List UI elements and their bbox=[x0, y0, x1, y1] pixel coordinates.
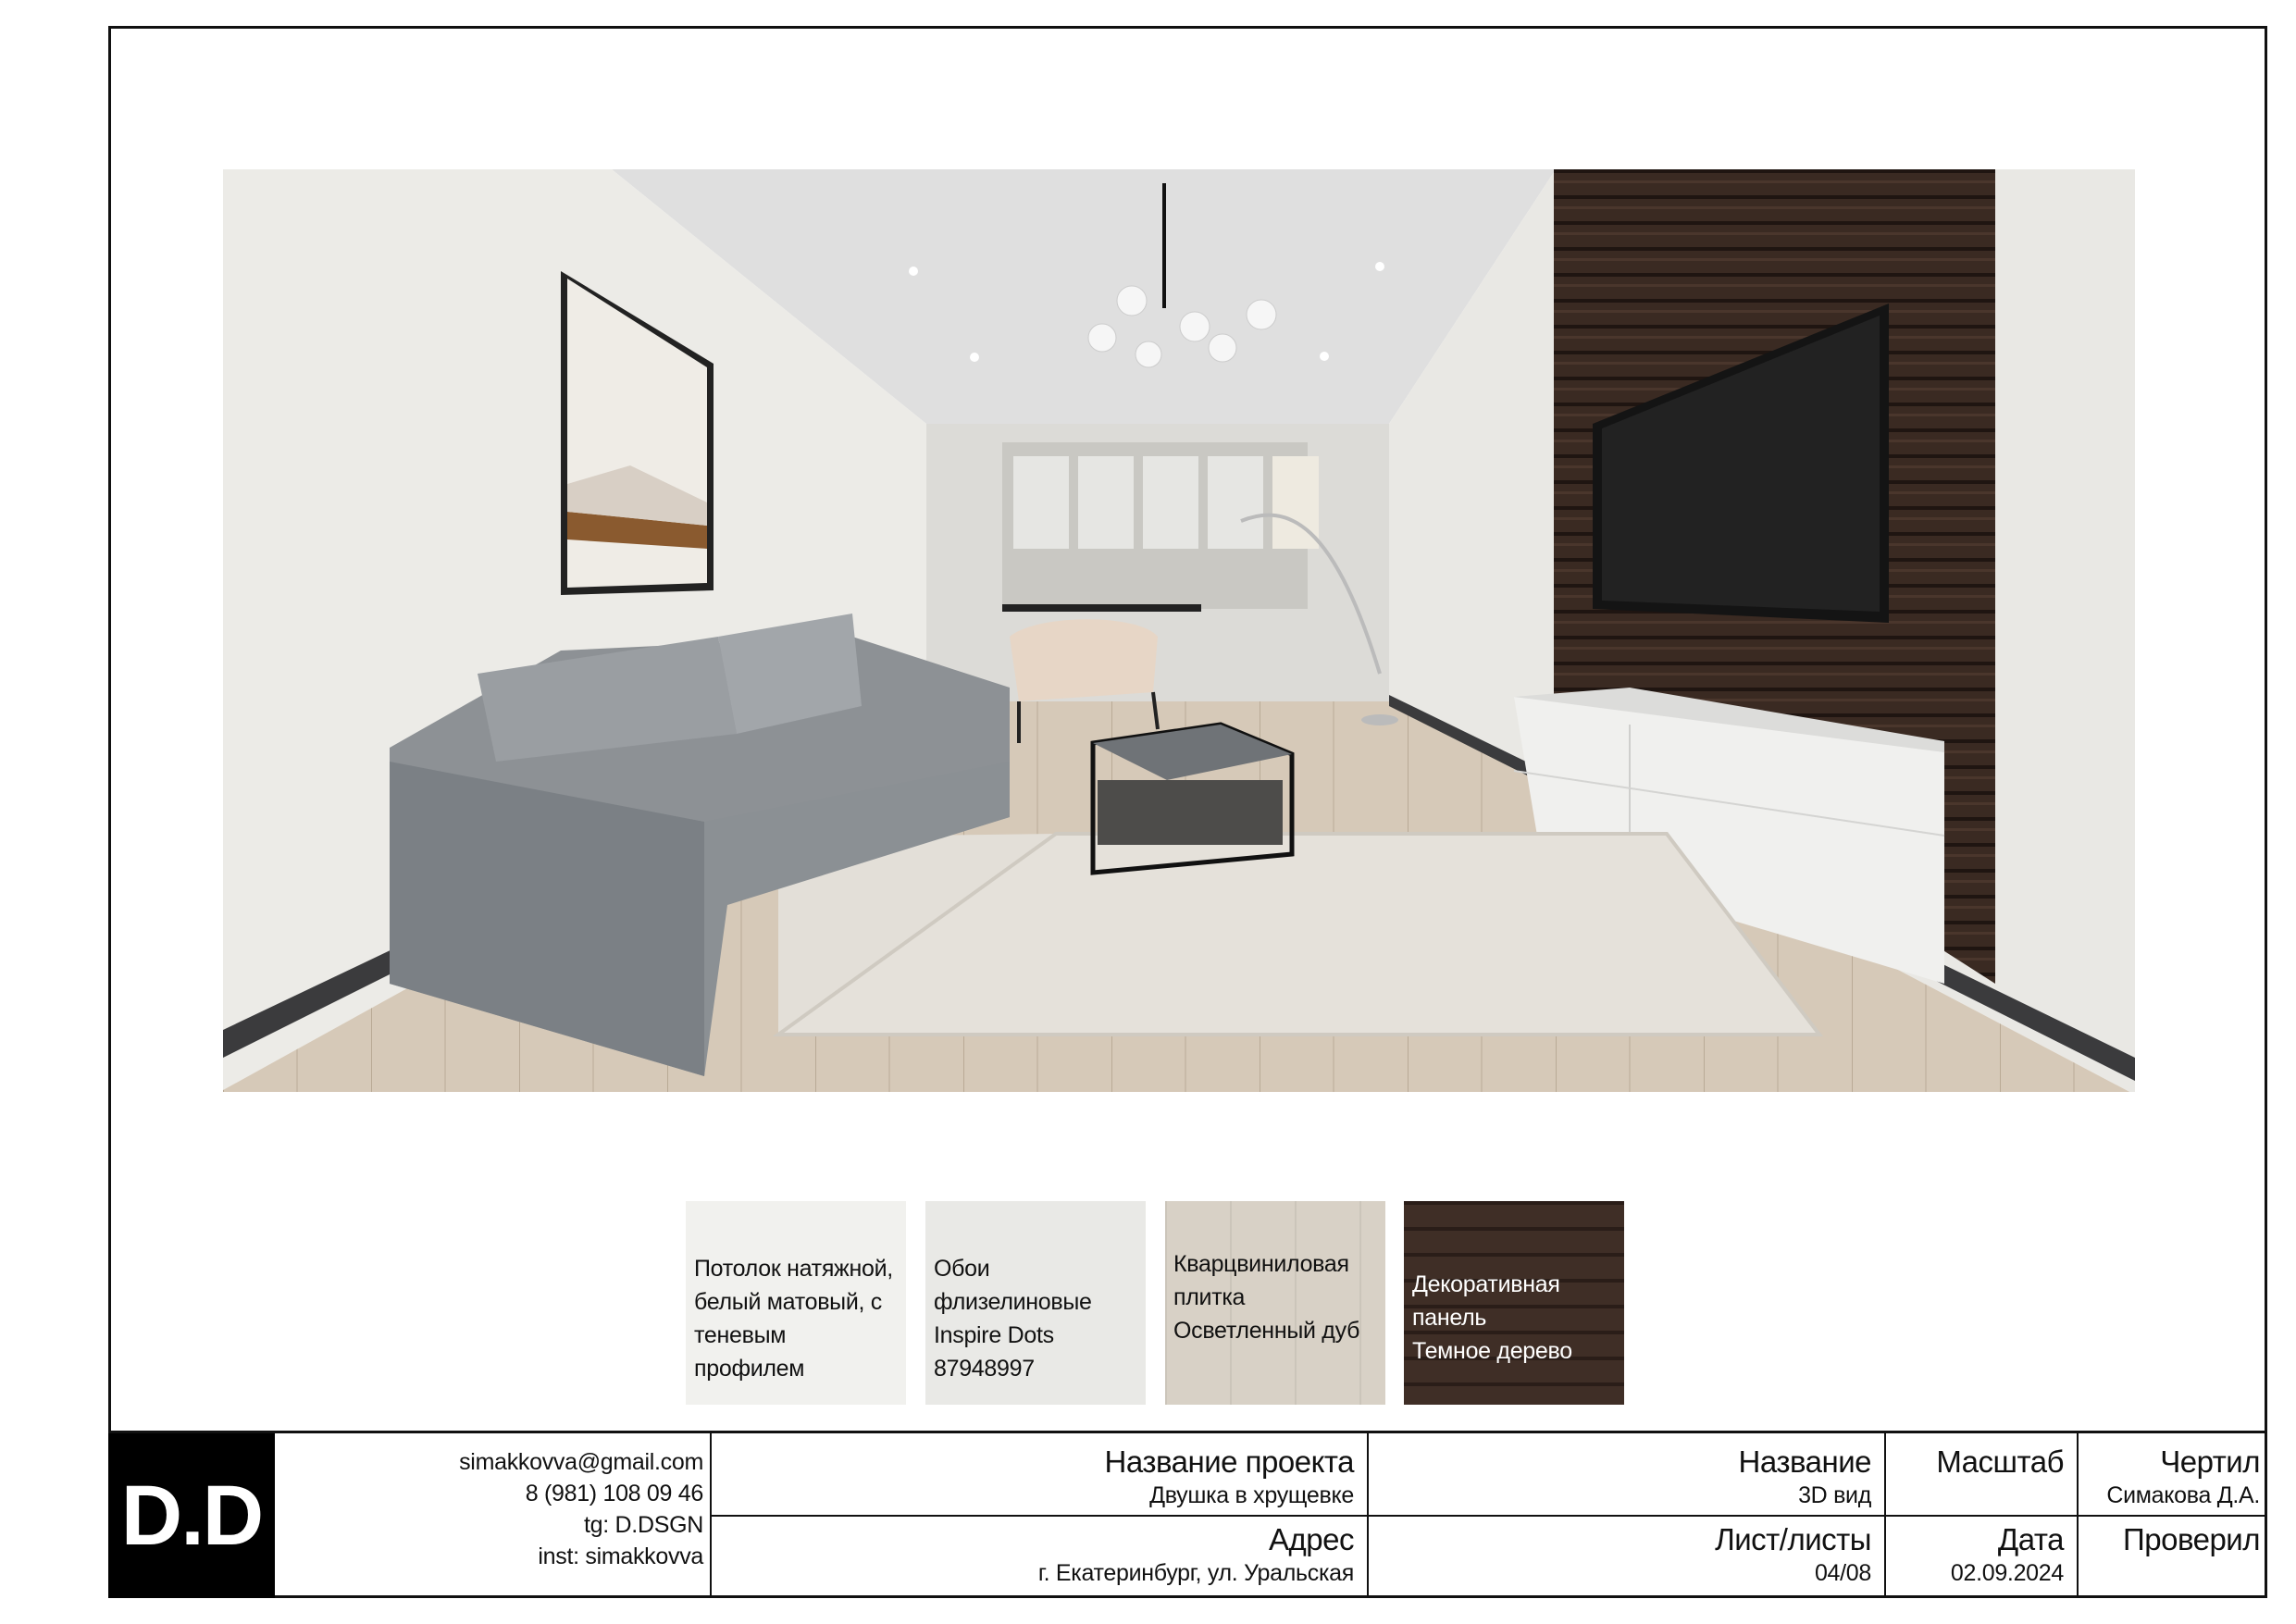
contact-telegram: tg: D.DSGN bbox=[584, 1512, 703, 1538]
sheet-name-value: 3D вид bbox=[1798, 1482, 1871, 1508]
drawn-by-label: Чертил bbox=[2160, 1444, 2260, 1479]
drawn-by-value: Симакова Д.А. bbox=[2106, 1482, 2260, 1508]
material-label-wood-panel: Декоративная панель Темное дерево bbox=[1412, 1271, 1572, 1364]
material-label-wallpaper: Обои флизелиновые Inspire Dots 87948997 bbox=[934, 1256, 1092, 1382]
address-value: г. Екатеринбург, ул. Уральская bbox=[1037, 1560, 1354, 1586]
material-swatch-wood-panel bbox=[1404, 1201, 1624, 1405]
material-swatch-floor bbox=[1165, 1201, 1385, 1405]
project-value: Двушка в хрущевке bbox=[1149, 1482, 1354, 1508]
interior-render bbox=[223, 169, 2135, 1092]
address-label: Адрес bbox=[1269, 1522, 1354, 1556]
date-value: 02.09.2024 bbox=[1950, 1560, 2064, 1586]
contact-phone: 8 (981) 108 09 46 bbox=[525, 1481, 703, 1506]
contact-email: simakkovva@gmail.com bbox=[459, 1449, 703, 1475]
material-swatch-wallpaper bbox=[925, 1201, 1146, 1405]
project-label: Название проекта bbox=[1104, 1444, 1354, 1479]
title-block-row-divider bbox=[710, 1515, 2267, 1517]
material-label-ceiling: Потолок натяжной, белый матовый, с теневым профилем bbox=[694, 1256, 893, 1382]
material-label-floor: Кварцвиниловая плитка Осветленный дуб bbox=[1173, 1251, 1360, 1344]
sheets-label: Лист/листы bbox=[1715, 1522, 1871, 1556]
title-block bbox=[108, 1431, 2267, 1598]
checked-by-label: Проверил bbox=[2123, 1522, 2260, 1556]
material-swatch-ceiling bbox=[686, 1201, 906, 1405]
sheets-value: 04/08 bbox=[1814, 1560, 1871, 1586]
date-label: Дата bbox=[1997, 1522, 2064, 1556]
scale-label: Масштаб bbox=[1936, 1444, 2064, 1479]
sheet-name-label: Название bbox=[1738, 1444, 1871, 1479]
contact-instagram: inst: simakkovva bbox=[538, 1543, 703, 1569]
brand-logo: D.D bbox=[108, 1433, 275, 1598]
